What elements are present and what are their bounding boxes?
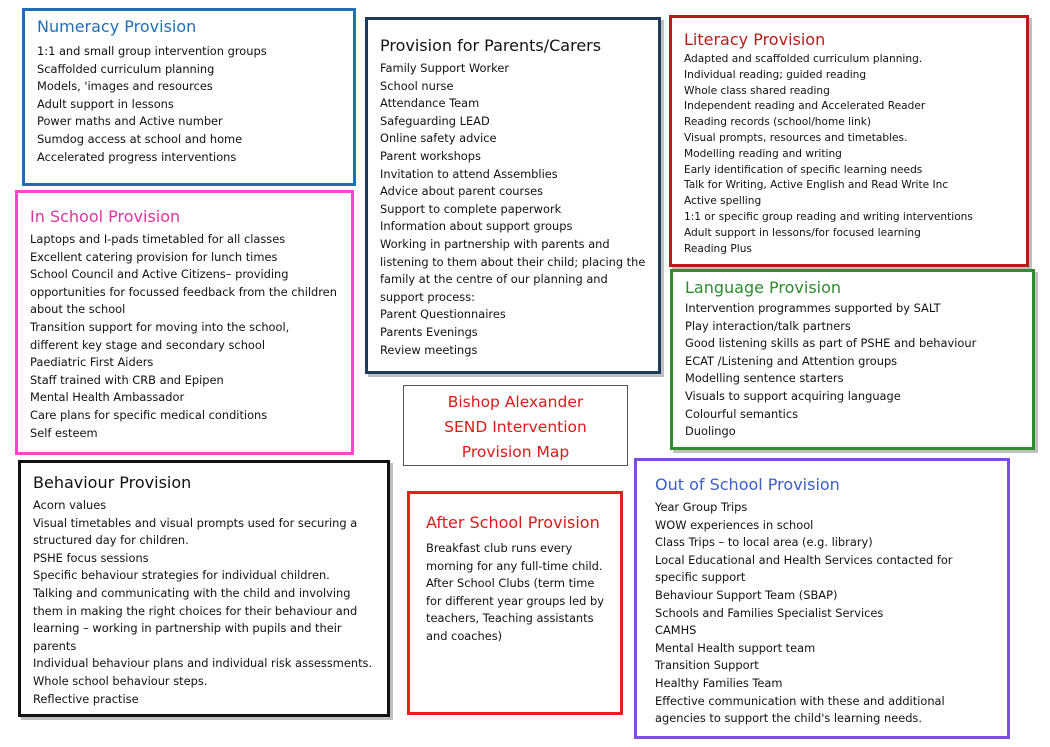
- literacy-provision-box: [669, 15, 1029, 267]
- list-item: Good listening skills as part of PSHE and behaviour: [685, 336, 977, 351]
- list-item: Review meetings: [380, 342, 478, 357]
- list-item: Adult support in lessons: [37, 96, 174, 111]
- list-item: WOW experiences in school: [655, 517, 814, 532]
- list-item: Paediatric First Aiders: [30, 355, 154, 370]
- list-item: School Council and Active Citizens– providing opportunities for focussed feedback from the children about the school: [30, 267, 337, 317]
- list-item: CAMHS: [655, 623, 697, 638]
- list-item: Parent Questionnaires: [380, 307, 506, 322]
- literacy-list: [684, 52, 1016, 257]
- language-title: Language Provision: [685, 278, 842, 297]
- list-item: School nurse: [380, 78, 454, 93]
- list-item: Healthy Families Team: [655, 675, 783, 690]
- parents-title: Provision for Parents/Carers: [380, 36, 602, 55]
- list-item: Specific behaviour strategies for individual children.: [33, 568, 330, 583]
- list-item: Active spelling: [684, 195, 762, 208]
- list-item: Adult support in lessons/for focused learning: [684, 226, 921, 239]
- list-item: PSHE focus sessions: [33, 550, 149, 565]
- behaviour-provision-box: [18, 460, 390, 717]
- list-item: Local Educational and Health Services contacted for specific support: [655, 552, 953, 585]
- list-item: Schools and Families Specialist Services: [655, 605, 884, 620]
- list-item: Year Group Trips: [655, 500, 748, 514]
- out-of-school-title: Out of School Provision: [655, 475, 840, 494]
- list-item: Modelling sentence starters: [685, 371, 844, 386]
- list-item: Information about support groups: [380, 219, 573, 234]
- list-item: Accelerated progress interventions: [37, 149, 237, 164]
- list-item: Behaviour Support Team (SBAP): [655, 587, 838, 602]
- list-item: Visual timetables and visual prompts used for securing a structured day for children.: [33, 515, 358, 548]
- list-item: Acorn values: [33, 498, 107, 512]
- list-item: Excellent catering provision for lunch times: [30, 249, 278, 264]
- list-item: Play interaction/talk partners: [685, 318, 851, 333]
- list-item: Power maths and Active number: [37, 114, 223, 129]
- list-item: Mental Health Ambassador: [30, 390, 185, 405]
- list-item: Reading records (school/home link): [684, 116, 872, 129]
- list-item: Scaffolded curriculum planning: [37, 61, 215, 76]
- list-item: Colourful semantics: [685, 406, 799, 421]
- list-item: Whole class shared reading: [684, 84, 830, 97]
- list-item: ECAT /Listening and Attention groups: [685, 353, 898, 368]
- after-school-provision-box: [407, 491, 623, 715]
- list-item: Transition support for moving into the school, different key stage and secondary school: [30, 319, 290, 352]
- list-item: Talking and communicating with the child and involving them in making the right choices for their behaviour and learning – working in partnership with pupils and their parents: [33, 585, 358, 653]
- list-item: Transition Support: [655, 658, 759, 673]
- list-item: Modelling reading and writing: [684, 147, 842, 160]
- list-item: Reflective practise: [33, 691, 139, 706]
- after-school-text: Breakfast club runs every morning for any full-time child. After School Clubs (term time for different year groups led by teachers, Teaching assistants and coaches): [426, 541, 604, 643]
- list-item: Family Support Worker: [380, 61, 510, 75]
- list-item: Duolingo: [685, 424, 736, 439]
- in-school-title: In School Provision: [30, 207, 181, 226]
- list-item: Individual reading; guided reading: [684, 68, 867, 81]
- list-item: Support to complete paperwork: [380, 201, 562, 216]
- numeracy-title: Numeracy Provision: [37, 17, 197, 36]
- numeracy-provision-box: [22, 8, 356, 186]
- after-school-title: After School Provision: [426, 513, 600, 532]
- list-item: Online safety advice: [380, 131, 497, 146]
- behaviour-list: [33, 497, 377, 708]
- map-title-line-1: Bishop Alexander: [447, 393, 584, 411]
- list-item: Whole school behaviour steps.: [33, 673, 208, 688]
- list-item: Safeguarding LEAD: [380, 113, 490, 128]
- list-item: Models, 'images and resources: [37, 79, 213, 94]
- parents-carers-provision-box: [365, 17, 661, 374]
- list-item: Parents Evenings: [380, 324, 478, 339]
- literacy-title: Literacy Provision: [684, 30, 826, 49]
- list-item: Reading Plus: [684, 242, 752, 255]
- list-item: Adapted and scaffolded curriculum planning.: [684, 53, 923, 65]
- map-title-line-3: Provision Map: [461, 443, 570, 461]
- map-title-line-2: SEND Intervention: [444, 418, 587, 436]
- list-item: Talk for Writing, Active English and Read Write Inc: [684, 179, 949, 192]
- list-item: Individual behaviour plans and individual risk assessments.: [33, 656, 373, 671]
- list-item: Self esteem: [30, 425, 98, 440]
- list-item: Mental Health support team: [655, 640, 816, 655]
- list-item: 1:1 and small group intervention groups: [37, 44, 267, 58]
- list-item: Care plans for specific medical conditions: [30, 407, 268, 422]
- out-of-school-provision-box: [634, 458, 1010, 739]
- parents-list: [380, 60, 648, 359]
- list-item: Invitation to attend Assemblies: [380, 166, 558, 181]
- language-provision-box: [670, 269, 1035, 450]
- list-item: Staff trained with CRB and Epipen: [30, 372, 224, 387]
- list-item: Visuals to support acquiring language: [685, 388, 901, 403]
- in-school-list: [30, 231, 341, 442]
- list-item: Visual prompts, resources and timetables.: [684, 131, 908, 144]
- list-item: Advice about parent courses: [380, 184, 544, 199]
- list-item: Effective communication with these and additional agencies to support the child's learning needs.: [655, 693, 945, 726]
- list-item: Working in partnership with parents and listening to them about their child; placing the family at the centre of our planning and support process:: [380, 236, 646, 304]
- list-item: Laptops and I-pads timetabled for all classes: [30, 232, 286, 246]
- list-item: Early identification of specific learning needs: [684, 163, 923, 176]
- list-item: Sumdog access at school and home: [37, 131, 243, 146]
- list-item: Intervention programmes supported by SALT: [685, 301, 941, 315]
- out-of-school-list: [655, 499, 997, 728]
- list-item: Parent workshops: [380, 148, 481, 163]
- list-item: 1:1 or specific group reading and writing interventions: [684, 210, 973, 223]
- behaviour-title: Behaviour Provision: [33, 473, 192, 492]
- numeracy-list: [37, 43, 343, 166]
- list-item: Independent reading and Accelerated Reader: [684, 100, 926, 113]
- provision-map-title-box: [403, 385, 628, 466]
- list-item: Class Trips – to local area (e.g. library): [655, 535, 873, 550]
- in-school-provision-box: [15, 190, 354, 455]
- list-item: Attendance Team: [380, 96, 480, 111]
- language-list: [685, 300, 1022, 441]
